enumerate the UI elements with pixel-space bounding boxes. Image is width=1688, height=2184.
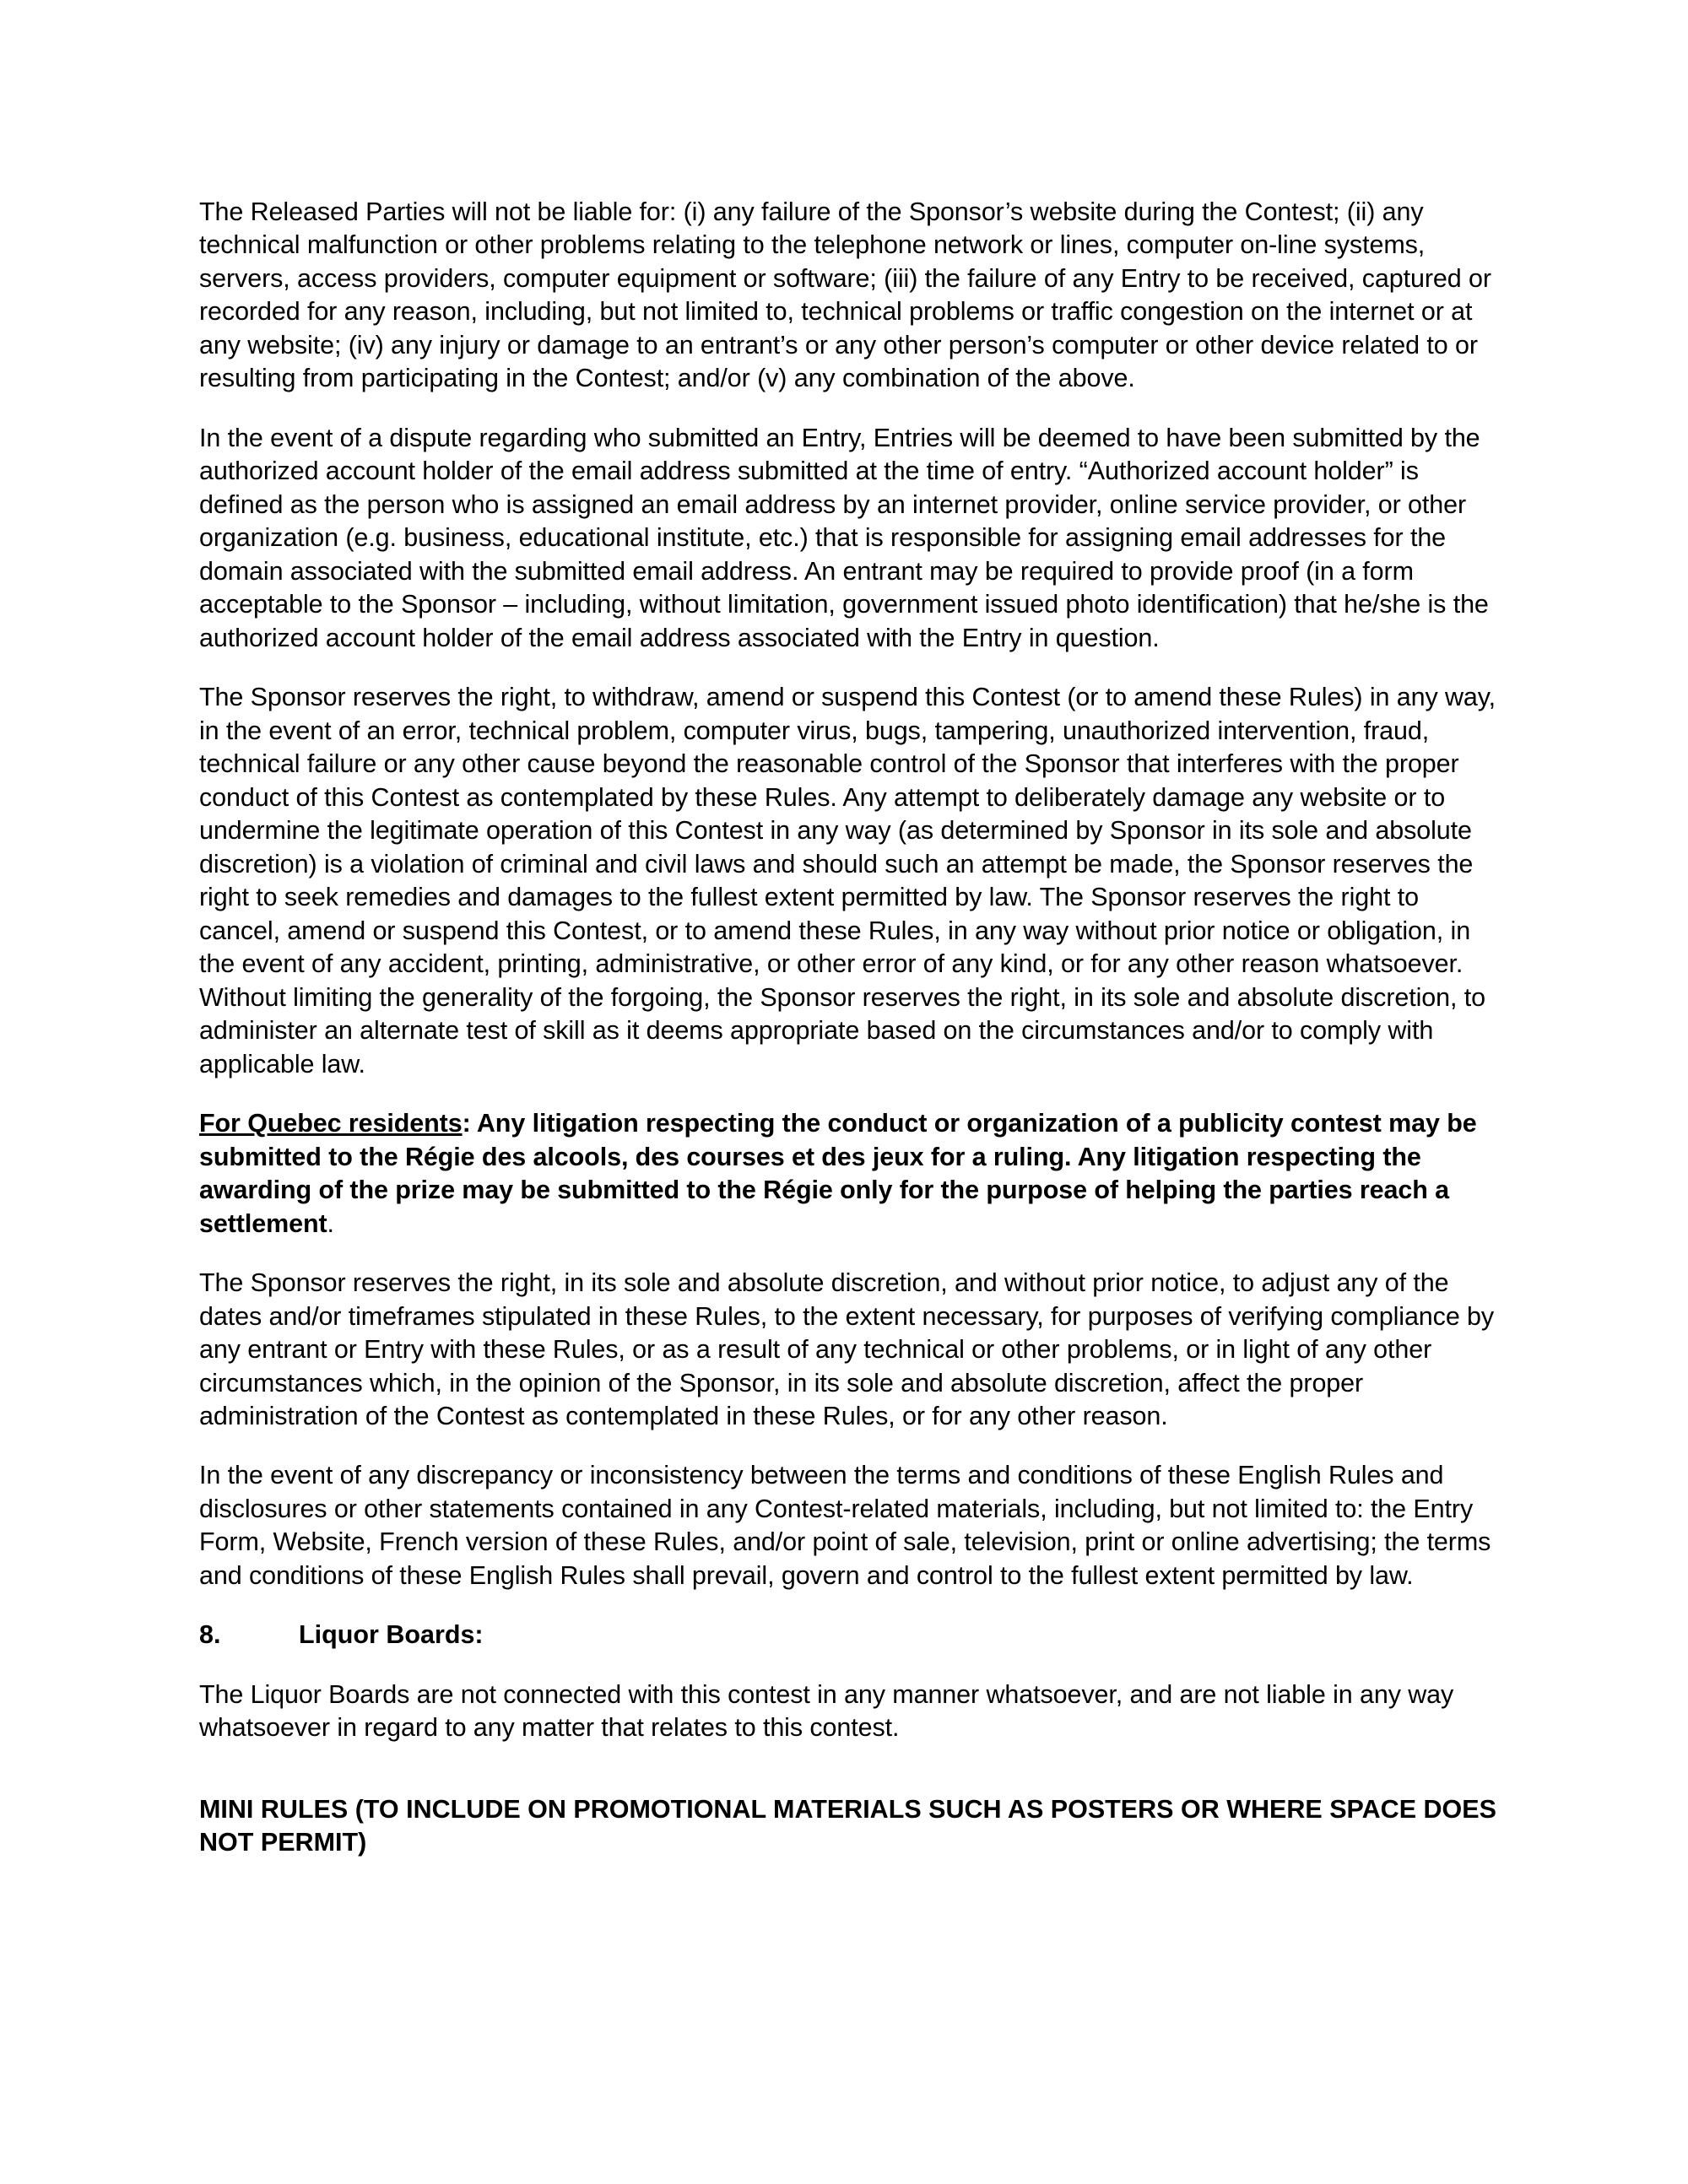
document-body xyxy=(199,196,1499,1860)
spacer xyxy=(199,1771,1499,1793)
section-title: Liquor Boards: xyxy=(299,1620,484,1650)
section-number: 8. xyxy=(199,1620,221,1650)
paragraph-adjust-dates: The Sponsor reserves the right, in its sole and absolute discretion, and without prior notice, to adjust any of the dates and/or timeframes stipulated in these Rules, to the extent necessary, for purposes of verifying compliance by any entrant or Entry with these Rules, or as a result of any technical or other problems, or in light of any other circumstances which, in the opinion of the Sponsor, in its sole and absolute discretion, affect the proper administration of the Contest as contemplated in these Rules, or for any other reason. xyxy=(199,1268,1495,1430)
quebec-residents-label: For Quebec residents xyxy=(199,1109,463,1138)
paragraph-liquor-boards: The Liquor Boards are not connected with this contest in any manner whatsoever, and are not liable in any way whatsoever in regard to any matter that relates to this contest. xyxy=(199,1679,1454,1743)
section-heading-liquor-boards xyxy=(199,1619,1499,1652)
paragraph-quebec-residents xyxy=(199,1107,1499,1241)
paragraph-released-parties: The Released Parties will not be liable for: (i) any failure of the Sponsor’s website during the Contest; (ii) any technical malfunction or other problems relating to the telephone network or lines, computer on-line systems, servers, access providers, computer equipment or software; (iii) the failure of any Entry to be received, captured or recorded for any reason, including, but not limited to, technical problems or traffic congestion on the internet or at any website; (iv) any injury or damage to an entrant’s or any other person’s computer or other device related to or resulting from participating in the Contest; and/or (v) any combination of the above. xyxy=(199,197,1491,393)
paragraph-entry-dispute: In the event of a dispute regarding who submitted an Entry, Entries will be deemed to have been submitted by the authorized account holder of the email address submitted at the time of entry. “Authorized account holder” is defined as the person who is assigned an email address by an internet provider, online service provider, or other organization (e.g. business, educational institute, etc.) that is responsible for assigning email addresses for the domain associated with the submitted email address. An entrant may be required to provide proof (in a form acceptable to the Sponsor – including, without limitation, government issued photo identification) that he/she is the authorized account holder of the email address associated with the Entry in question. xyxy=(199,423,1489,652)
quebec-residents-body: : Any litigation respecting the conduct or organization of a publicity contest may be submitted to the Régie des alcools, des courses et des jeux for a ruling. Any litigation respecting the awarding of the prize may be submitted to the Régie only for the purpose of helping the parties reach a settlement xyxy=(199,1109,1477,1238)
paragraph-sponsor-rights: The Sponsor reserves the right, to withdraw, amend or suspend this Contest (or to amend these Rules) in any way, in the event of an error, technical problem, computer virus, bugs, tampering, unauthorized intervention, fraud, technical failure or any other cause beyond the reasonable control of the Sponsor that interferes with the proper conduct of this Contest as contemplated by these Rules. Any attempt to deliberately damage any website or to undermine the legitimate operation of this Contest in any way (as determined by Sponsor in its sole and absolute discretion) is a violation of criminal and civil laws and should such an attempt be made, the Sponsor reserves the right to seek remedies and damages to the fullest extent permitted by law. The Sponsor reserves the right to cancel, amend or suspend this Contest, or to amend these Rules, in any way without prior notice or obligation, in the event of any accident, printing, administrative, or other error of any kind, or for any other reason whatsoever. Without limiting the generality of the forgoing, the Sponsor reserves the right, in its sole and absolute discretion, to administer an alternate test of skill as it deems appropriate based on the circumstances and/or to comply with applicable law. xyxy=(199,683,1496,1078)
paragraph-discrepancy: In the event of any discrepancy or inconsistency between the terms and conditions of these English Rules and disclosures or other statements contained in any Contest-related materials, including, but not limited to: the Entry Form, Website, French version of these Rules, and/or point of sale, television, print or online advertising; the terms and conditions of these English Rules shall prevail, govern and control to the fullest extent permitted by law. xyxy=(199,1461,1491,1590)
quebec-residents-tail: . xyxy=(327,1208,334,1238)
mini-rules-heading: MINI RULES (TO INCLUDE ON PROMOTIONAL MATERIALS SUCH AS POSTERS OR WHERE SPACE DOES NOT PERMIT) xyxy=(199,1794,1496,1857)
